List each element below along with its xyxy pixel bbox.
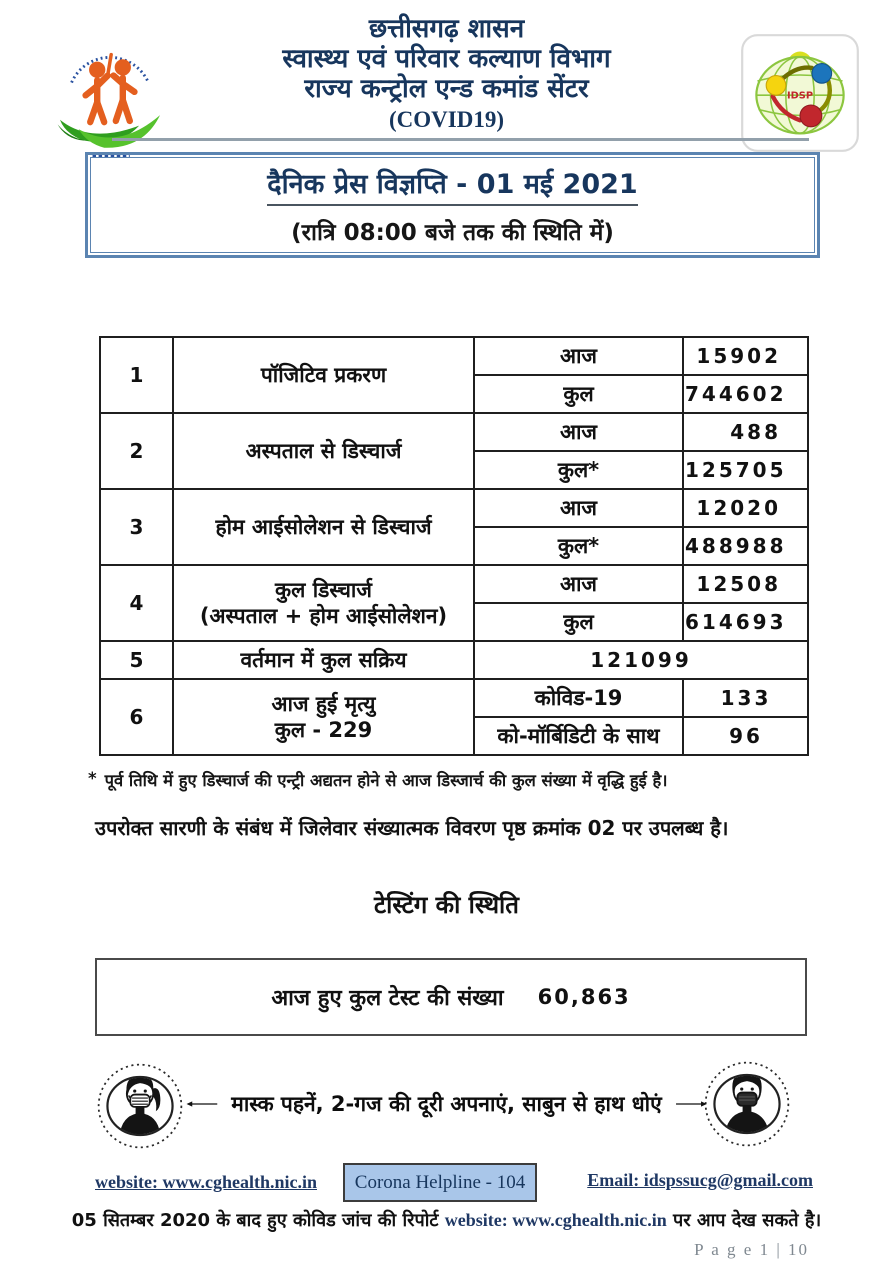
row-4-label-today: आज xyxy=(474,565,683,603)
row-2-value-total: 125705 xyxy=(683,451,808,489)
footnote xyxy=(88,768,818,791)
table-row xyxy=(100,679,808,717)
email-link[interactable]: Email: idspssucg@gmail.com xyxy=(587,1170,813,1190)
table-row xyxy=(100,565,808,603)
row-6-value-covid: 133 xyxy=(683,679,808,717)
row-1-number: 1 xyxy=(100,337,173,413)
row-2-label-today: आज xyxy=(474,413,683,451)
row-1-value-today: 15902 xyxy=(683,337,808,375)
row-2-label-total: कुल* xyxy=(474,451,683,489)
row-5-number: 5 xyxy=(100,641,173,679)
header-divider xyxy=(112,138,809,141)
footnote-text: पूर्व तिथि में हुए डिस्चार्ज की एन्ट्री अद्यतन होने से आज डिस्जार्च की कुल संख्या में वृद्धि हुई है। xyxy=(104,771,668,790)
row-3-value-today: 12020 xyxy=(683,489,808,527)
row-1-label-total: कुल xyxy=(474,375,683,413)
corona-helpline-box xyxy=(343,1163,537,1202)
arrow-right-icon xyxy=(675,1096,707,1112)
covid-stats-table xyxy=(99,336,809,756)
table-row xyxy=(100,489,808,527)
row-5-active-total: 121099 xyxy=(474,641,808,679)
row-3-value-total: 488988 xyxy=(683,527,808,565)
arrow-left-icon xyxy=(186,1096,218,1112)
row-6-desc-line2: कुल - 229 xyxy=(274,718,373,742)
row-5-desc: वर्तमान में कुल सक्रिय xyxy=(173,641,474,679)
title-box xyxy=(85,152,820,258)
table-row xyxy=(100,337,808,375)
row-4-desc-line2: (अस्पताल + होम आईसोलेशन) xyxy=(199,604,448,628)
header-covid-label: (COVID19) xyxy=(389,107,504,132)
row-4-desc xyxy=(173,565,474,641)
table-row xyxy=(100,413,808,451)
row-6-value-comorbidity: 96 xyxy=(683,717,808,755)
advisory-banner xyxy=(186,1090,707,1118)
row-2-value-today: 488 xyxy=(683,413,808,451)
row-6-desc-line1: आज हुई मृत्यु xyxy=(271,692,376,716)
page-subtitle: (रात्रि 08:00 बजे तक की स्थिति में) xyxy=(291,219,614,246)
header-line-1: छत्तीसगढ़ शासन xyxy=(368,14,525,44)
testing-heading: टेस्टिंग की स्थिति xyxy=(374,891,519,919)
row-2-desc: अस्पताल से डिस्चार्ज xyxy=(173,413,474,489)
row-4-value-total: 614693 xyxy=(683,603,808,641)
header xyxy=(160,14,733,134)
corona-helpline-label: Corona Helpline - 104 xyxy=(354,1171,526,1193)
row-6-desc xyxy=(173,679,474,755)
report-note-website-link[interactable]: website: www.cghealth.nic.in xyxy=(444,1210,667,1230)
row-3-number: 3 xyxy=(100,489,173,565)
row-3-desc: होम आईसोलेशन से डिस्चार्ज xyxy=(173,489,474,565)
row-6-label-covid: कोविड-19 xyxy=(474,679,683,717)
row-4-number: 4 xyxy=(100,565,173,641)
row-3-label-total: कुल* xyxy=(474,527,683,565)
row-1-label-today: आज xyxy=(474,337,683,375)
masked-man-icon xyxy=(703,1060,791,1148)
footnote-marker: * xyxy=(88,769,97,788)
title-box-inner xyxy=(90,157,815,253)
row-4-label-total: कुल xyxy=(474,603,683,641)
report-note-pre: 05 सितम्बर 2020 के बाद हुए कोविड जांच की रिपोर्ट xyxy=(71,1210,439,1231)
row-4-desc-line1: कुल डिस्चार्ज xyxy=(275,578,372,602)
masked-woman-icon xyxy=(96,1062,184,1150)
report-availability-note xyxy=(40,1208,853,1232)
idsp-label: IDSP xyxy=(786,90,814,102)
advisory-text: मास्क पहनें, 2-गज की दूरी अपनाएं, साबुन से हाथ धोएं xyxy=(231,1092,662,1116)
row-4-value-today: 12508 xyxy=(683,565,808,603)
header-line-3: राज्य कन्ट्रोल एन्ड कमांड सेंटर xyxy=(304,74,589,104)
table-row xyxy=(100,641,808,679)
covid-stats xyxy=(99,336,809,756)
row-1-value-total: 744602 xyxy=(683,375,808,413)
test-count-value: 60,863 xyxy=(537,985,631,1009)
report-note-post: पर आप देख सकते है। xyxy=(673,1210,822,1231)
page-title: दैनिक प्रेस विज्ञप्ति - 01 मई 2021 xyxy=(267,164,637,206)
row-3-label-today: आज xyxy=(474,489,683,527)
nhm-chhattisgarh-logo-icon xyxy=(46,36,174,164)
row-2-number: 2 xyxy=(100,413,173,489)
district-note: उपरोक्त सारणी के संबंध में जिलेवार संख्यात्मक विवरण पृष्ठ क्रमांक 02 पर उपलब्ध है। xyxy=(95,816,729,840)
row-1-desc: पॉजिटिव प्रकरण xyxy=(173,337,474,413)
test-count-box xyxy=(95,958,807,1036)
test-count-label: आज हुए कुल टेस्ट की संख्या xyxy=(271,986,504,1011)
row-6-label-comorbidity: को-मॉर्बिडिटी के साथ xyxy=(474,717,683,755)
website-link[interactable]: website: www.cghealth.nic.in xyxy=(95,1172,317,1192)
header-line-2: स्वास्थ्य एवं परिवार कल्याण विभाग xyxy=(282,44,611,74)
row-6-number: 6 xyxy=(100,679,173,755)
page-number: P a g e 1 | 10 xyxy=(694,1240,809,1259)
